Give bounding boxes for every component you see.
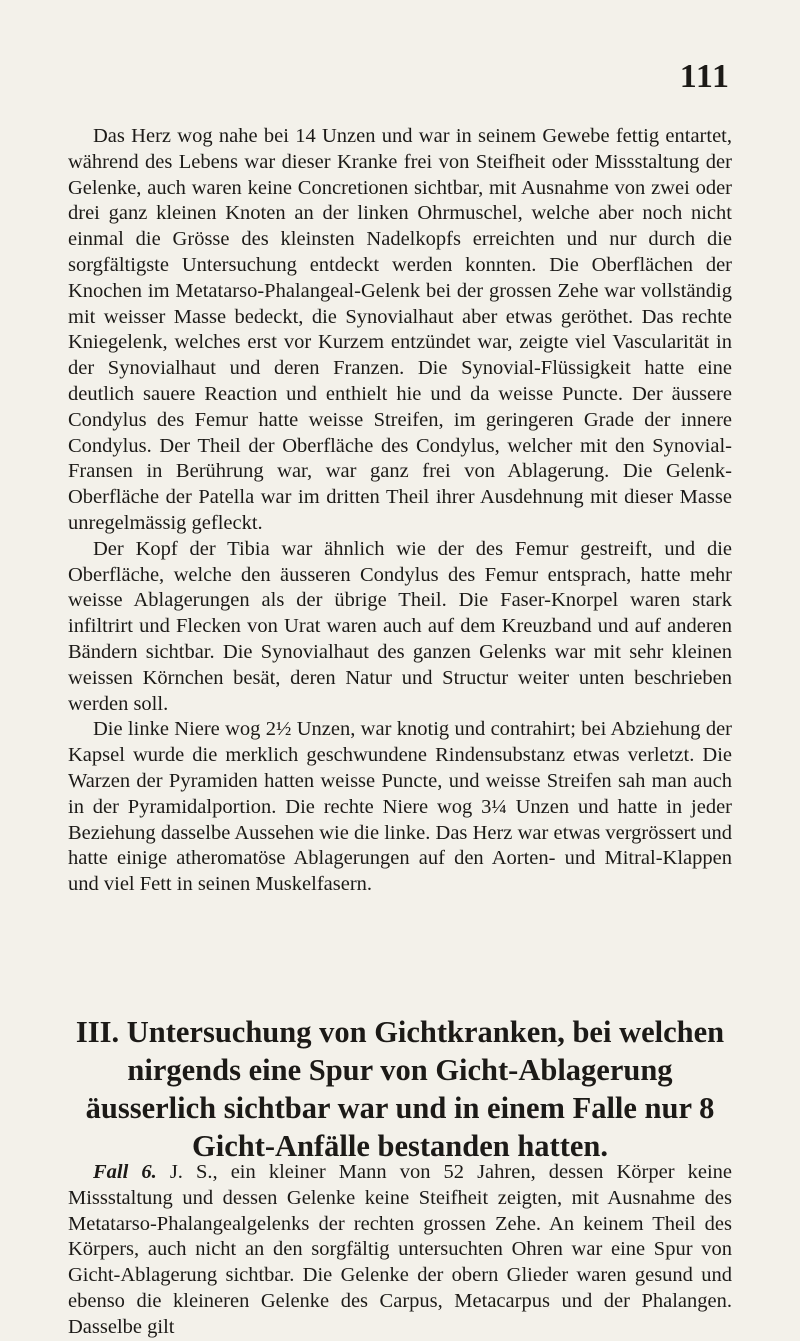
case-body: J. S., ein kleiner Mann von 52 Jahren, dessen Körper keine Missstaltung und dessen Gelenke keine Steifheit zeigten, mit Ausnahme des Metatarso-Phalangealgelenks der rechten grossen Zehe. An keinem Theil des Körpers, auch nicht an den sorgfältig untersuchten Ohren war eine Spur von Gicht-Ablagerung sichtbar. Die Gelenke der obern Glieder waren gesund und ebenso die kleineren Gelenke des Carpus, Metacarpus und der Phalangen. Dasselbe gilt <box>68 1161 732 1338</box>
paragraph: Die linke Niere wog 2½ Unzen, war knotig und contrahirt; bei Abziehung der Kapsel wurde die merklich geschwundene Rindensubstanz etwas verletzt. Die Warzen der Pyramiden hatten weisse Puncte, und weisse Streifen sah man auch in der Pyramidalportion. Die rechte Niere wog 3¼ Unzen und hatte in jeder Beziehung dasselbe Aussehen wie die linke. Das Herz war etwas vergrössert und hatte einige atheromatöse Ablagerungen auf den Aorten- und Mitral-Klappen und viel Fett in seinen Muskelfasern. <box>68 718 732 896</box>
body-text <box>68 124 732 898</box>
case-text <box>68 1160 732 1341</box>
case-paragraph <box>68 1160 732 1341</box>
section-heading: III. Untersuchung von Gichtkranken, bei welchen nirgends eine Spur von Gicht-Ablagerung äusserlich sichtbar war und in einem Falle nur 8 Gicht-Anfälle bestanden hatten. <box>75 1015 725 1163</box>
paragraph: Der Kopf der Tibia war ähnlich wie der des Femur gestreift, und die Oberfläche, welche den äusseren Condylus des Femur entsprach, hatte mehr weisse Ablagerungen als der übrige Theil. Die Faser-Knorpel waren stark infiltrirt und Flecken von Urat waren auch auf dem Kreuzband und auf anderen Bändern sichtbar. Die Synovialhaut des ganzen Gelenks war mit sehr kleinen weissen Körnchen besät, deren Natur und Structur weiter unten beschrieben werden soll. <box>68 537 732 715</box>
page-number: 111 <box>679 58 730 95</box>
case-label: Fall 6. <box>93 1161 157 1183</box>
paragraph: Das Herz wog nahe bei 14 Unzen und war in seinem Gewebe fettig entartet, während des Lebens war dieser Kranke frei von Steifheit oder Missstaltung der Gelenke, auch waren keine Concretionen sichtbar, mit Ausnahme von zwei oder drei ganz kleinen Knoten an der linken Ohrmuschel, welche aber noch nicht einmal die Grösse des kleinsten Nadelkopfs erreichten und nur durch die sorgfältigste Untersuchung entdeckt werden konnten. Die Oberflächen der Knochen im Metatarso-Phalangeal-Gelenk bei der grossen Zehe war vollständig mit weisser Masse bedeckt, die Synovialhaut aber etwas geröthet. Das rechte Kniegelenk, welches erst vor Kurzem entzündet war, zeigte viel Vascularität in der Synovialhaut und deren Franzen. Die Synovial-Flüssigkeit hatte eine deutlich sauere Reaction und enthielt hie und da weisse Puncte. Der äussere Condylus des Femur hatte weisse Streifen, im geringeren Grade der innere Condylus. Der Theil der Oberfläche des Condylus, welcher mit den Synovial-Fransen in Berührung war, war ganz frei von Ablagerung. Die Gelenk-Oberfläche der Patella war im dritten Theil ihrer Ausdehnung mit dieser Masse unregelmässig gefleckt. <box>68 125 732 534</box>
